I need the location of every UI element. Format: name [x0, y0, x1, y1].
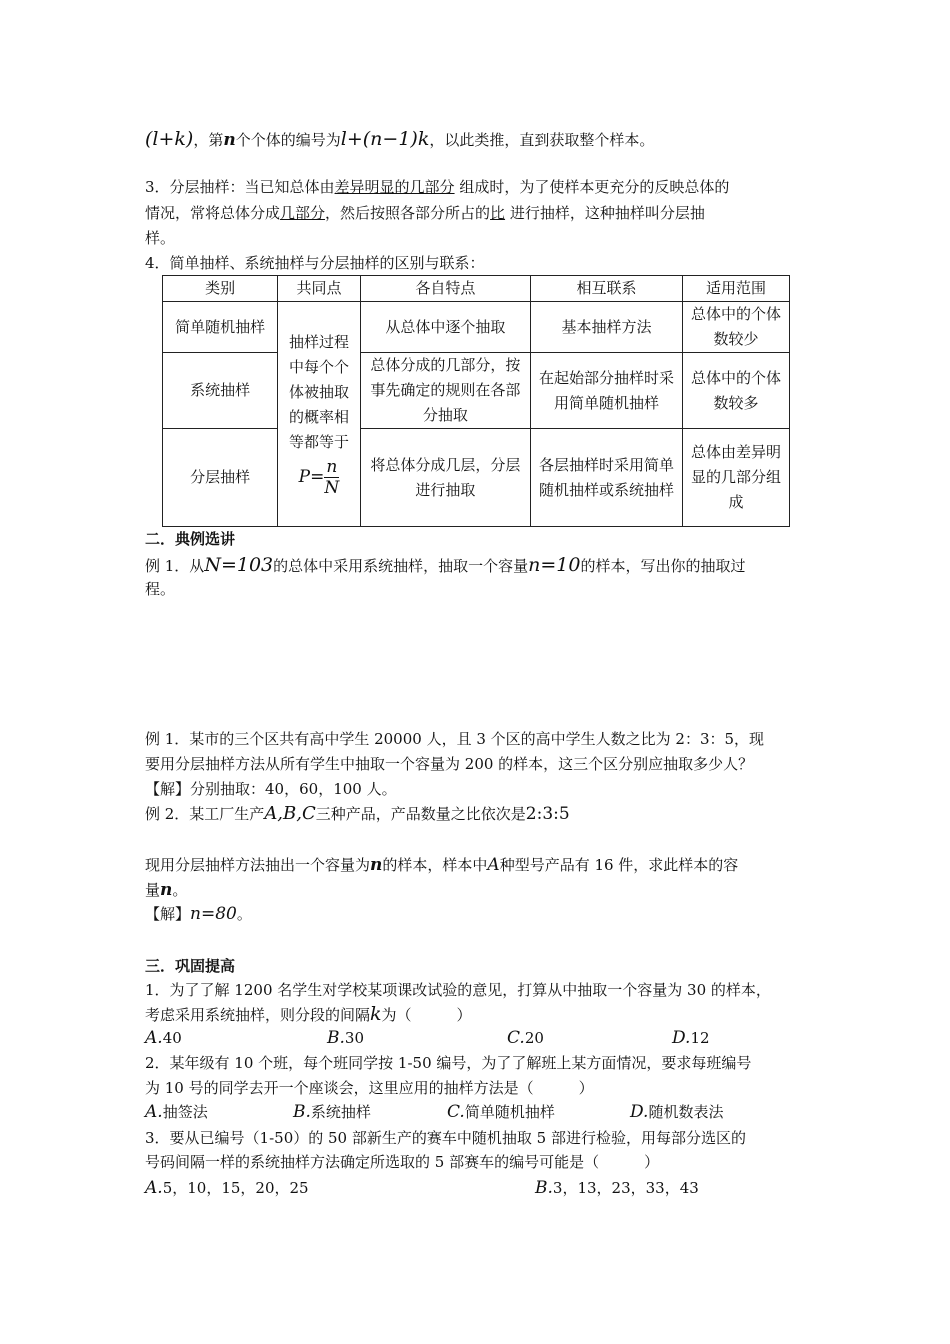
text: 的总体中采用系统抽样，抽取一个容量: [273, 557, 529, 575]
math-expr: A,B,C: [264, 803, 316, 824]
option-letter: C.: [447, 1102, 465, 1122]
table-row: [163, 353, 790, 429]
option-d: [630, 1101, 723, 1123]
table-cell: 简单随机抽样: [163, 302, 278, 353]
fill-blank: 比: [490, 204, 506, 222]
fraction: [324, 457, 339, 498]
math-expr: N=103: [204, 554, 274, 576]
fill-blank: 差异明显的几部分: [334, 178, 455, 196]
fraction-denominator: N: [324, 478, 340, 498]
option-text: 12: [690, 1029, 710, 1047]
option-text: 20: [524, 1029, 544, 1047]
example-line: [145, 879, 815, 901]
common-cell: [278, 302, 361, 527]
example-line: 要用分层抽样方法从所有学生中抽取一个容量为 200 的样本，这三个区分别应抽取多少人？: [145, 755, 754, 773]
table-header-row: [163, 276, 790, 302]
math-var: n: [370, 855, 383, 875]
question-line: 2．某年级有 10 个班，每个班同学按 1-50 编号，为了了解班上某方面情况，要求每班编号: [145, 1054, 752, 1072]
paragraph-line: 样。: [145, 229, 176, 247]
table-cell: 总体分成的几部分，按事先确定的规则在各部分抽取: [360, 353, 530, 429]
option-letter: A.: [145, 1178, 163, 1198]
table-cell: 系统抽样: [163, 353, 278, 429]
text: 。: [172, 881, 188, 899]
text: 三种产品，产品数量之比依次是: [315, 805, 526, 823]
table-cell: 基本抽样方法: [531, 302, 683, 353]
fraction-numerator: n: [326, 457, 338, 477]
question-line: [145, 1003, 815, 1026]
option-text: 系统抽样: [310, 1103, 371, 1121]
text: 的样本，样本中: [382, 856, 488, 874]
solution-line: [145, 778, 815, 800]
table-cell: 从总体中逐个抽取: [360, 302, 530, 353]
text: 例 2．某工厂生产: [145, 805, 265, 823]
option-a: [145, 1177, 309, 1199]
text: ，第: [193, 131, 224, 149]
option-letter: C.: [507, 1028, 525, 1048]
paragraph-line: [145, 202, 815, 224]
solution-text: 分别抽取：40，60，100 人。: [190, 780, 397, 798]
text: 个个体的编号为: [235, 131, 341, 149]
table-cell: 总体由差异明显的几部分组成: [682, 429, 789, 527]
table-cell: 总体中的个体数较多: [682, 353, 789, 429]
table-header: 共同点: [278, 276, 361, 302]
fill-blank: 几部分: [280, 204, 326, 222]
formula-line: [145, 128, 815, 151]
math-var: n: [223, 130, 236, 150]
math-expr: (l+k): [145, 128, 194, 150]
text: 的样本，写出你的抽取过: [580, 557, 746, 575]
option-letter: D.: [672, 1028, 691, 1048]
text: 进行抽样，这种抽样叫分层抽: [509, 204, 705, 222]
table-row: [163, 302, 790, 353]
solution-tag: 【解】: [145, 780, 191, 798]
table-cell: 分层抽样: [163, 429, 278, 527]
question-line: 3．要从已编号（1-50）的 50 部新生产的赛车中随机抽取 5 部进行检验，用每部分选区的: [145, 1129, 746, 1147]
option-a: [145, 1101, 208, 1123]
options-row: [145, 1027, 815, 1049]
text: 种型号产品有 16 件，求此样本的容: [499, 856, 739, 874]
comparison-table: [162, 275, 790, 527]
options-row: [145, 1177, 815, 1199]
example-line: [145, 554, 815, 577]
math-expr: n=10: [528, 554, 581, 576]
table-row: [163, 429, 790, 527]
section-title: 三．巩固提高: [145, 957, 236, 975]
question-line: 为 10 号的同学去开一个座谈会，这里应用的抽样方法是（ ）: [145, 1079, 594, 1097]
table-cell: 各层抽样时采用简单随机抽样或系统抽样: [531, 429, 683, 527]
solution-tag: 【解】: [145, 905, 191, 923]
option-c: [447, 1101, 555, 1123]
option-d: [672, 1027, 710, 1049]
formula-lhs: P=: [298, 467, 325, 487]
probability-formula: [282, 457, 356, 498]
option-letter: B.: [327, 1028, 345, 1048]
question-line: 1．为了了解 1200 名学生对学校某项课改试验的意见，打算从中抽取一个容量为 30 的样本，: [145, 981, 771, 999]
text: 3．分层抽样：当已知总体由: [145, 178, 335, 196]
option-letter: B.: [535, 1178, 553, 1198]
table-cell: 总体中的个体数较少: [682, 302, 789, 353]
option-text: 随机数表法: [648, 1103, 724, 1121]
math-expr: 2:3:5: [525, 804, 570, 824]
table-header: 各自特点: [360, 276, 530, 302]
table-header: 适用范围: [682, 276, 789, 302]
example-line: 程。: [145, 580, 176, 598]
option-text: 5，10，15，20，25: [162, 1179, 309, 1197]
math-var: n: [160, 880, 173, 900]
option-letter: A.: [145, 1102, 163, 1122]
option-b: [293, 1101, 371, 1123]
table-header: 相互联系: [531, 276, 683, 302]
math-var: A: [487, 855, 500, 875]
option-text: 30: [344, 1029, 364, 1047]
example-line: [145, 854, 815, 876]
option-text: 抽签法: [162, 1103, 208, 1121]
text: ，然后按照各部分所占的: [325, 204, 491, 222]
example-line: 例 1．某市的三个区共有高中学生 20000 人，且 3 个区的高中学生人数之比为 2：3：5，现: [145, 730, 765, 748]
option-letter: D.: [630, 1102, 649, 1122]
common-text: 抽样过程中每个个体被抽取的概率相等都等于: [288, 333, 349, 451]
option-a: [145, 1027, 182, 1049]
solution-line: [145, 903, 815, 925]
paragraph-line: [145, 176, 815, 198]
question-line: 号码间隔一样的系统抽样方法确定所选取的 5 部赛车的编号可能是（ ）: [145, 1153, 660, 1171]
math-expr: l+(n−1)k: [340, 128, 430, 150]
table-cell: 在起始部分抽样时采用简单随机抽样: [531, 353, 683, 429]
text: 例 1．从: [145, 557, 205, 575]
section-heading: 4．简单抽样、系统抽样与分层抽样的区别与联系：: [145, 254, 485, 272]
text: 现用分层抽样方法抽出一个容量为: [145, 856, 371, 874]
option-letter: B.: [293, 1102, 311, 1122]
text: 情况，常将总体分成: [145, 204, 281, 222]
table-cell: 将总体分成几层，分层进行抽取: [360, 429, 530, 527]
text: 。: [236, 905, 252, 923]
option-b: [535, 1177, 699, 1199]
text: ，以此类推，直到获取整个样本。: [429, 131, 655, 149]
option-text: 简单随机抽样: [464, 1103, 555, 1121]
math-expr: n=80: [190, 904, 237, 924]
section-title: 二．典例选讲: [145, 530, 236, 548]
math-var: k: [370, 1003, 382, 1025]
text: 为（ ）: [381, 1006, 472, 1024]
option-b: [327, 1027, 364, 1049]
options-row: [145, 1101, 815, 1123]
option-letter: A.: [145, 1028, 163, 1048]
example-line: [145, 803, 815, 825]
text: 组成时，为了使样本更充分的反映总体的: [459, 178, 730, 196]
option-c: [507, 1027, 544, 1049]
text: 量: [145, 881, 161, 899]
option-text: 3，13，23，33，43: [552, 1179, 699, 1197]
option-text: 40: [162, 1029, 182, 1047]
table-header: 类别: [163, 276, 278, 302]
text: 考虑采用系统抽样，则分段的间隔: [145, 1006, 371, 1024]
